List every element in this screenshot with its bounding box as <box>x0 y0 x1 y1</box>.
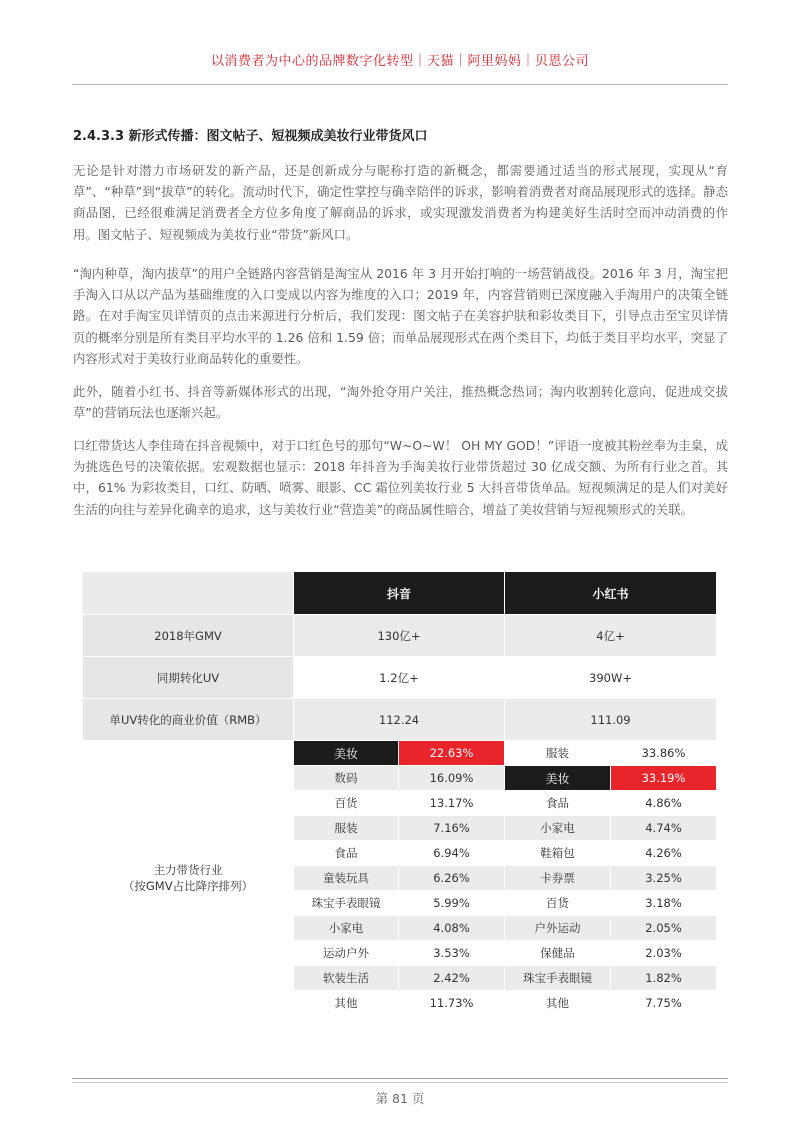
xhs-industry-share: 4.86% <box>611 791 717 816</box>
row-label: 同期转化UV <box>83 657 294 699</box>
paragraph-1: 无论是针对潜力市场研发的新产品，还是创新成分与昵称打造的新概念，都需要通过适当的形式展现，实现从“育草”、“种草”到“拔草”的转化。流动时代下，确定性掌控与确幸陪伴的诉求，影响着消费者对商品展现形式的选择。静态商品图，已经很难满足消费者全方位多角度了解商品的诉求，或实现激发消费者为构建美好生活时空而冲动消费的作用。图文帖子、短视频成为美妆行业“带货”新风口。 <box>73 163 728 242</box>
xhs-industry-share: 7.75% <box>611 991 717 1016</box>
douyin-industry-share: 4.08% <box>399 916 505 941</box>
douyin-industry-name: 珠宝手表眼镜 <box>294 891 399 916</box>
xhs-industry-share: 2.05% <box>611 916 717 941</box>
douyin-industry-name: 童装玩具 <box>294 866 399 891</box>
xhs-industry-name: 其他 <box>505 991 611 1016</box>
xhs-industry-share: 4.26% <box>611 841 717 866</box>
footer-divider <box>72 1078 728 1079</box>
xhs-industry-name: 珠宝手表眼镜 <box>505 966 611 991</box>
douyin-industry-name: 食品 <box>294 841 399 866</box>
page-number: 第 81 页 <box>375 1091 425 1106</box>
xhs-value: 4亿+ <box>505 615 717 657</box>
xhs-industry-name: 美妆 <box>505 766 611 791</box>
douyin-industry-share: 6.94% <box>399 841 505 866</box>
table-row <box>83 657 717 699</box>
douyin-value: 1.2亿+ <box>294 657 505 699</box>
xhs-industry-name: 卡券票 <box>505 866 611 891</box>
douyin-industry-share: 3.53% <box>399 941 505 966</box>
table-header-row <box>83 572 717 615</box>
xhs-industry-share: 3.25% <box>611 866 717 891</box>
douyin-industry-name: 服装 <box>294 816 399 841</box>
douyin-industry-share: 2.42% <box>399 966 505 991</box>
douyin-industry-name: 其他 <box>294 991 399 1016</box>
paragraph-3: 此外，随着小红书、抖音等新媒体形式的出现，“淘外抢夺用户关注，推热概念热词；淘内收割转化意向，促进成交拔草”的营销玩法也逐渐兴起。 <box>73 384 728 421</box>
xhs-industry-share: 1.82% <box>611 966 717 991</box>
douyin-industry-share: 11.73% <box>399 991 505 1016</box>
douyin-industry-name: 软装生活 <box>294 966 399 991</box>
douyin-value: 112.24 <box>294 699 505 741</box>
douyin-industry-name: 小家电 <box>294 916 399 941</box>
table-row <box>83 699 717 741</box>
platform-comparison-table <box>82 571 717 1016</box>
row-label: 单UV转化的商业价值（RMB） <box>83 699 294 741</box>
xhs-industry-name: 食品 <box>505 791 611 816</box>
xhs-industry-share: 2.03% <box>611 941 717 966</box>
xhs-industry-name: 保健品 <box>505 941 611 966</box>
douyin-industry-name: 数码 <box>294 766 399 791</box>
running-header: 以消费者为中心的品牌数字化转型｜天猫｜阿里妈妈｜贝恩公司 <box>210 54 589 69</box>
douyin-value: 130亿+ <box>294 615 505 657</box>
douyin-industry-share: 22.63% <box>399 741 505 766</box>
xhs-value: 111.09 <box>505 699 717 741</box>
xhs-industry-name: 户外运动 <box>505 916 611 941</box>
xhs-industry-share: 4.74% <box>611 816 717 841</box>
table-corner-cell <box>83 572 294 615</box>
douyin-industry-share: 7.16% <box>399 816 505 841</box>
header-divider <box>72 84 728 85</box>
paragraph-4: 口红带货达人李佳琦在抖音视频中，对于口红色号的那句“W~O~W！ OH MY GOD！”评语一度被其粉丝奉为圭臬，成为挑选色号的决策依据。宏观数据也显示：2018 年抖音为手淘美妆行业带货超过 30 亿成交额、为所有行业之首。其中，61% 为彩妆类目，口红、防晒、喷雾、眼影、CC 霜位列美妆行业 5 大抖音带货单品。短视频满足的是人们对美好生活的向往与差异化确幸的追求，这与美妆行业“营造美”的商品属性暗合，增益了美妆营销与短视频形式的关联。 <box>73 438 728 517</box>
douyin-industry-share: 16.09% <box>399 766 505 791</box>
douyin-industry-share: 6.26% <box>399 866 505 891</box>
xhs-value: 390W+ <box>505 657 717 699</box>
douyin-industry-share: 13.17% <box>399 791 505 816</box>
xhs-industry-name: 百货 <box>505 891 611 916</box>
xhs-industry-name: 服装 <box>505 741 611 766</box>
douyin-industry-name: 美妆 <box>294 741 399 766</box>
industry-label-line2: （按GMV占比降序排列） <box>122 879 254 893</box>
industry-label-cell <box>83 741 294 1016</box>
table-row <box>83 615 717 657</box>
xhs-industry-name: 鞋箱包 <box>505 841 611 866</box>
industry-label-line1: 主力带货行业 <box>153 863 223 877</box>
douyin-industry-name: 百货 <box>294 791 399 816</box>
row-label: 2018年GMV <box>83 615 294 657</box>
douyin-industry-name: 运动户外 <box>294 941 399 966</box>
footer-divider-secondary <box>72 1082 728 1083</box>
header-xiaohongshu: 小红书 <box>505 572 717 615</box>
xhs-industry-share: 33.86% <box>611 741 717 766</box>
xhs-industry-name: 小家电 <box>505 816 611 841</box>
header-douyin: 抖音 <box>294 572 505 615</box>
xhs-industry-share: 33.19% <box>611 766 717 791</box>
paragraph-2: “淘内种草，淘内拔草”的用户全链路内容营销是淘宝从 2016 年 3 月开始打响的一场营销战役。2016 年 3 月，淘宝把手淘入口从以产品为基础维度的入口变成以内容为维度的入口；2019 年，内容营销则已深度融入手淘用户的决策全链路。在对手淘宝贝详情页的点击来源进行分析后，我们发现：图文帖子在美容护肤和彩妆类目下，引导点击至宝贝详情页的概率分别是所有类目平均水平的 1.26 倍和 1.59 倍；而单品展现形式在两个类目下，均低于类目平均水平，突显了内容形式对于美妆行业商品转化的重要性。 <box>73 266 728 366</box>
douyin-industry-share: 5.99% <box>399 891 505 916</box>
xhs-industry-share: 3.18% <box>611 891 717 916</box>
industry-row <box>83 741 717 766</box>
section-title: 2.4.3.3 新形式传播：图文帖子、短视频成美妆行业带货风口 <box>73 129 428 144</box>
